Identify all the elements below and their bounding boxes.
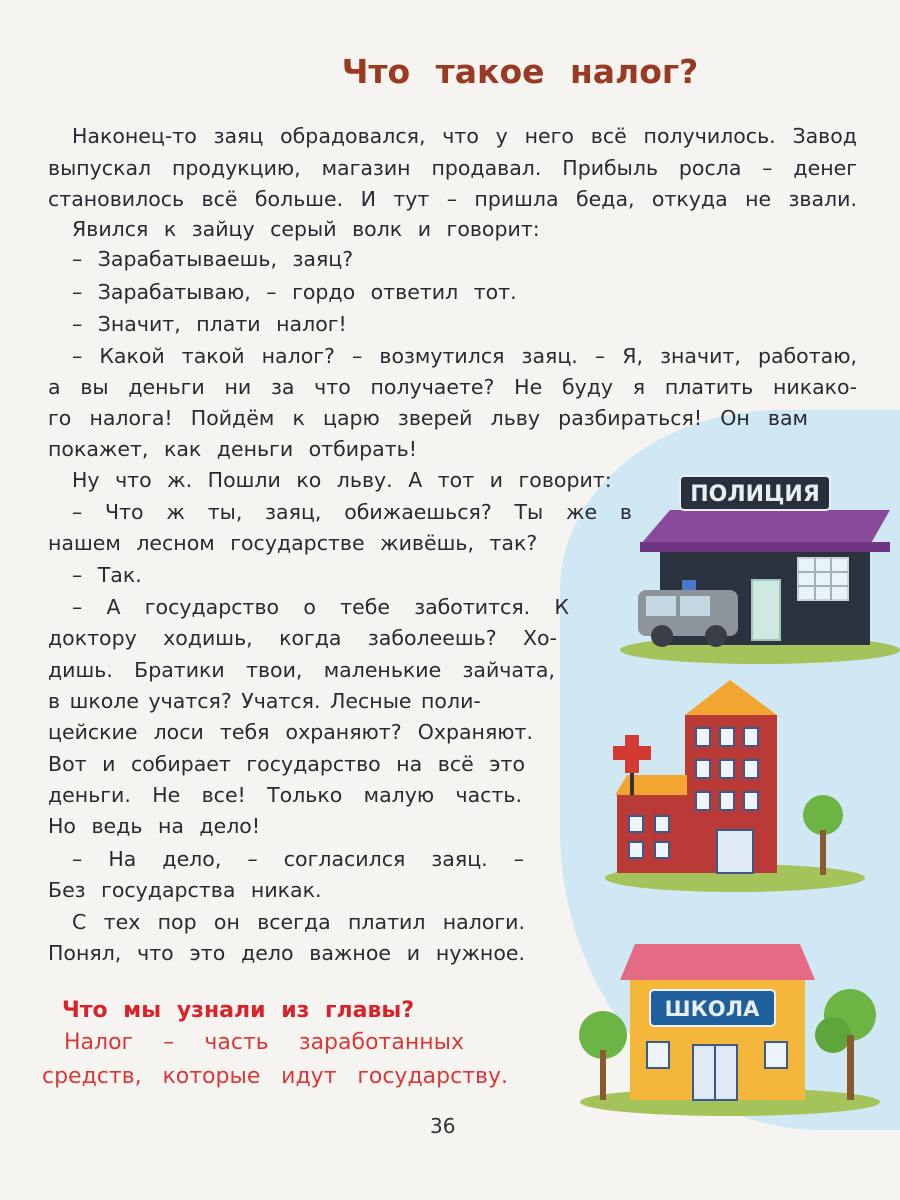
story-line: – Какой такой налог? – возмутился заяц. – Я, значит, работаю, bbox=[72, 344, 857, 368]
story-line: го налога! Пойдём к царю зверей льву разбираться! Он вам bbox=[48, 406, 808, 430]
story-line: нашем лесном государстве живёшь, так? bbox=[48, 531, 538, 555]
story-line: дишь. Братики твои, маленькие зайчата, bbox=[48, 658, 555, 682]
story-line: деньги. Не все! Только малую часть. bbox=[48, 783, 522, 807]
story-line: Без государства никак. bbox=[48, 878, 322, 902]
story-line: Но ведь на дело! bbox=[48, 814, 261, 838]
story-line: – А государство о тебе заботится. К bbox=[72, 595, 569, 619]
story-line: – На дело, – согласился заяц. – bbox=[72, 847, 524, 871]
story-line: – Значит, плати налог! bbox=[72, 312, 347, 336]
page-number: 36 bbox=[430, 1114, 456, 1138]
story-line: – Зарабатываешь, заяц? bbox=[72, 247, 354, 271]
story-line: становилось всё больше. И тут – пришла беда, откуда не звали. bbox=[48, 187, 857, 211]
story-line: – Так. bbox=[72, 563, 142, 587]
police-building-illustration bbox=[620, 470, 900, 670]
story-line: доктору ходишь, когда заболеешь? Хо- bbox=[48, 626, 557, 650]
story-line: – Что ж ты, заяц, обижаешься? Ты же в bbox=[72, 500, 632, 524]
story-line: Ну что ж. Пошли ко льву. А тот и говорит: bbox=[72, 468, 612, 492]
summary-line: Налог – часть заработанных bbox=[64, 1030, 464, 1055]
story-line: Наконец-то заяц обрадовался, что у него всё получилось. Завод bbox=[72, 124, 857, 148]
story-line: Явился к зайцу серый волк и говорит: bbox=[72, 217, 540, 241]
story-line: Понял, что это дело важное и нужное. bbox=[48, 941, 525, 965]
school-sign-text: ШКОЛА bbox=[664, 997, 760, 1021]
story-line: цейские лоси тебя охраняют? Охраняют. bbox=[48, 720, 533, 744]
school-building-illustration bbox=[575, 940, 885, 1120]
summary-line: средств, которые идут государству. bbox=[42, 1064, 508, 1089]
story-line: а вы деньги ни за что получаете? Не буду я платить никако- bbox=[48, 375, 857, 399]
hospital-building-illustration bbox=[605, 680, 865, 895]
story-line: – Зарабатываю, – гордо ответил тот. bbox=[72, 280, 517, 304]
story-line: Вот и собирает государство на всё это bbox=[48, 752, 525, 776]
story-line: в школе учатся? Учатся. Лесные поли- bbox=[48, 689, 481, 713]
story-line: покажет, как деньги отбирать! bbox=[48, 437, 417, 461]
story-line: С тех пор он всегда платил налоги. bbox=[72, 910, 525, 934]
summary-heading: Что мы узнали из главы? bbox=[62, 998, 415, 1023]
story-line: выпускал продукцию, магазин продавал. Прибыль росла – денег bbox=[48, 156, 857, 180]
page-title: Что такое налог? bbox=[341, 52, 699, 91]
police-sign-text: ПОЛИЦИЯ bbox=[690, 482, 820, 507]
